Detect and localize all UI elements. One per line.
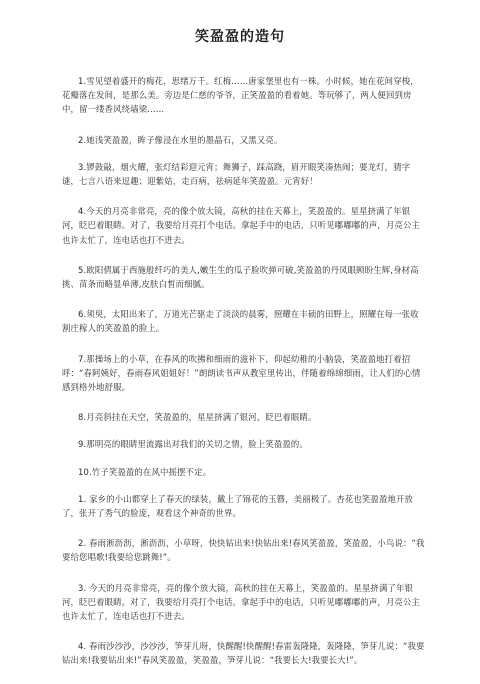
paragraph-13: 3. 今天的月亮非常亮，亮的像个放大镜，高秋的挂在天幕上，笑盈盈的。星星挤满了年银河，眨巴着眼睛。对了，我要给月亮打个电话。拿起手中的电话，只听见嘟嘟嘟的声，月亮公主也许太忙了，连电话也打不进去。 [62,582,421,622]
paragraph-2: 2.她浅笑盈盈，眸子像浸在水里的墨晶石，又黑又亮。 [78,134,283,145]
paragraph-5: 5.欧阳倩属于西施般纤巧的美人,嫩生生的瓜子脸吹弹可破,笑盈盈的丹凤眼顾盼生辉,身材高挑、苗条而略显单薄,皮肤白皙而细腻。 [62,264,419,290]
paragraph-10: 10.竹子笑盈盈的在风中摇摆不定。 [78,466,212,477]
paragraph-8: 8.月亮斜挂在天空，笑盈盈的，星星挤满了银河，眨巴着眼睛。 [78,412,317,423]
paragraph-3: 3.锣鼓敲，烟火耀，张灯结彩迎元宵；舞狮子，踩高跷，眉开眼笑凑热闹；要龙灯，猜字谜，七言八语来逗趣；迎紫姑，走百病，祛病延年笑盈盈。元宵好！ [62,161,411,187]
paragraph-9: 9.那明亮的眼睛里流露出对我们的关切之情，脸上笑盈盈的。 [78,439,308,450]
document-body [62,74,426,684]
paragraph-1: 1.雪见望着盛开的梅花，思绪万千。红梅……唐家堡里也有一株。小时候，她在花间穿梭，花瓣落在发间，是那么美。旁边是仁慈的爷爷，正笑盈盈的看着她。等玩够了，两人便回到房中，留一缕香风绕墙梁…… [62,76,419,115]
paragraph-14: 4. 春雨沙沙沙，沙沙沙，笋芽儿呀，快醒醒!快醒醒!春雷轰隆隆，轰隆隆，笋芽儿说：“我要钻出来!我要钻出来!”春风笑盈盈，笑盈盈，笋芽儿说：“我要长大!我要长大!”。 [62,641,425,666]
paragraph-7: 7.那操场上的小草，在春风的吹拂和细雨的滋补下，仰起幼稚的小脑袋，笑盈盈地打着招呼：“春阿姨好，春雨春风姐姐好！”朗朗读书声从教室里传出，伴随着绵绵细雨，让人们的心情感到格外地舒服。 [62,353,421,393]
paragraph-6: 6.须臾，太阳出来了，万道光芒驱走了淡淡的晨雾，照耀在丰硕的田野上，照耀在每一张收割庄稼人的笑盈盈的脸上。 [62,309,419,334]
document-title: 笑盈盈的造句 [195,29,285,45]
paragraph-4: 4.今天的月亮非常亮，亮的像个放大镜，高秋的挂在天幕上，笑盈盈的。星星挤满了年银河，眨巴着眼睛。对了，我要给月亮打个电话。拿起手中的电话，只听见嘟嘟嘟的声，月亮公主也许太忙了，连电话也打不进去。 [62,206,421,245]
paragraph-12: 2. 春雨淅沥沥，淅沥沥，小草呀，快快钻出来!快钻出来!春风笑盈盈，笑盈盈，小鸟说：“我要给您唱歌!我要给您跳舞!”。 [62,538,425,563]
paragraph-11: 1. 家乡的小山都穿上了春天的绿装，戴上了锦花的玉簪，美丽极了。杏花也笑盈盈地开放了，张开了秀气的脸庞，观看这个神奇的世界。 [62,493,414,519]
